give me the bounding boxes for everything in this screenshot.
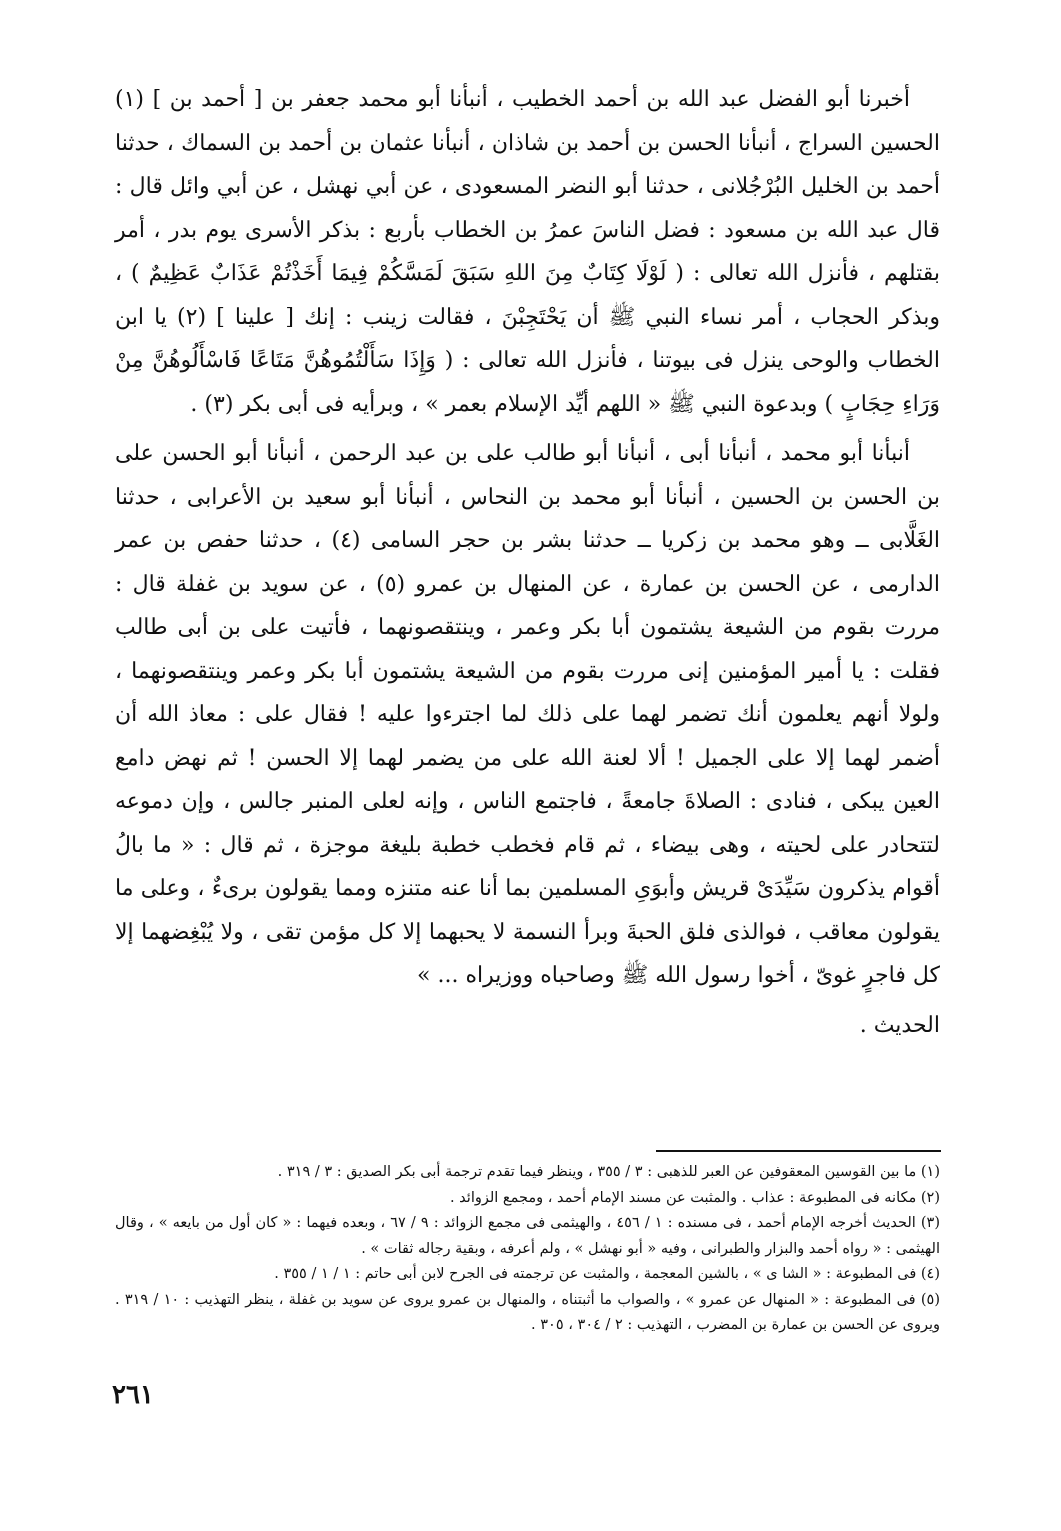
- footnote-separator: [656, 1150, 941, 1152]
- footnote-5: (٥) فى المطبوعة : « المنهال عن عمرو » ، والصواب ما أثبتناه ، والمنهال بن عمرو يروى عن سويد بن غفلة ، ينظر التهذيب : ١٠ / ٣١٩ . ويروى عن الحسن بن عمارة بن المضرب ، التهذيب : ٢ / ٣٠٤ ، ٣٠٥ .: [115, 1291, 940, 1333]
- page-number: ٢٦١: [112, 1380, 154, 1410]
- paragraph-1: أخبرنا أبو الفضل عبد الله بن أحمد الخطيب ، أنبأنا أبو محمد جعفر بن [ أحمد بن ] (١) الحسين السراج ، أنبأنا الحسن بن أحمد بن شاذان ، أنبأنا عثمان بن أحمد بن السماك ، حدثنا أحمد بن الخليل البُرْجُلانى ، حدثنا أبو النضر المسعودى ، عن أبي نهشل ، عن أبي وائل قال : قال عبد الله بن مسعود : فضل الناسَ عمرُ بن الخطاب بأربع : بذكر الأسرى يوم بدر ، أمر بقتلهم ، فأنزل الله تعالى : ( لَوْلَا كِتَابٌ مِنَ اللهِ سَبَقَ لَمَسَّكُمْ فِيمَا أَخَذْتُمْ عَذَابٌ عَظِيمٌ ) ، وبذكر الحجاب ، أمر نساء النبي ﷺ أن يَحْتَجِبْنَ ، فقالت زينب : إنك [ علينا ] (٢) يا ابن الخطاب والوحى ينزل فى بيوتنا ، فأنزل الله تعالى : ( وَإِذَا سَأَلْتُمُوهُنَّ مَتَاعًا فَاسْأَلُوهُنَّ مِنْ وَرَاءِ حِجَابٍ ) وبدعوة النبي ﷺ « اللهم أيِّد الإسلام بعمر » ، وبرأيه فى أبى بكر (٣) .: [115, 87, 940, 417]
- footnotes: [115, 1160, 940, 1339]
- paragraph-2: أنبأنا أبو محمد ، أنبأنا أبى ، أنبأنا أبو طالب على بن عبد الرحمن ، أنبأنا أبو الحسن على بن الحسن بن الحسين ، أنبأنا أبو محمد بن النحاس ، أنبأنا أبو سعيد بن الأعرابى ، حدثنا الغَلَّابى ــ وهو محمد بن زكريا ــ حدثنا بشر بن حجر السامى (٤) ، حدثنا حفص بن عمر الدارمى ، عن الحسن بن عمارة ، عن المنهال بن عمرو (٥) ، عن سويد بن غفلة قال : مررت بقوم من الشيعة يشتمون أبا بكر وعمر ، وينتقصونهما ، فأتيت على بن أبى طالب فقلت : يا أمير المؤمنين إنى مررت بقوم من الشيعة يشتمون أبا بكر وعمر وينتقصونهما ، ولولا أنهم يعلمون أنك تضمر لهما على ذلك لما اجترءوا عليه ! فقال على : معاذ الله أن أضمر لهما إلا على الجميل ! ألا لعنة الله على من يضمر لهما إلا الحسن ! ثم نهض دامع العين يبكى ، فنادى : الصلاةَ جامعةً ، فاجتمع الناس ، وإنه لعلى المنبر جالس ، وإن دموعه لتتحادر على لحيته ، وهى بيضاء ، ثم قام فخطب خطبة بليغة موجزة ، ثم قال : « ما بالُ أقوام يذكرون سَيِّدَىْ قريش وأبوَىِ المسلمين بما أنا عنه متنزه ومما يقولون برىءٌ ، وعلى ما يقولون معاقب ، فوالذى فلق الحبةَ وبرأ النسمة لا يحبهما إلا كل مؤمن تقى ، ولا يُبْغِضهما إلا كل فاجرٍ غوىّ ، أخوا رسول الله ﷺ وصاحباه ووزيراه ... »: [115, 441, 941, 988]
- footnote-3: (٣) الحديث أخرجه الإمام أحمد ، فى مسنده : ١ / ٤٥٦ ، والهيثمى فى مجمع الزوائد : ٩ / ٦٧ ، وبعده فيهما : « كان أول من بايعه » ، وقال الهيثمى : « رواه أحمد والبزار والطبرانى ، وفيه « أبو نهشل » ، ولم أعرفه ، وبقية رجاله ثقات » .: [115, 1215, 940, 1257]
- footnote-2: (٢) مكانه فى المطبوعة : عذاب . والمثبت عن مسند الإمام أحمد ، ومجمع الزوائد .: [449, 1189, 940, 1206]
- main-text: [115, 78, 940, 1053]
- footnote-4: (٤) فى المطبوعة : « الشا ى » ، بالشين المعجمة ، والمثبت عن ترجمته فى الجرح لابن أبى حاتم : ١ / ١ / ٣٥٥ .: [274, 1266, 940, 1282]
- footnote-1: (١) ما بين القوسين المعقوفين عن العبر للذهبى : ٣ / ٣٥٥ ، وينظر فيما تقدم ترجمة أبى بكر الصديق : ٣ / ٣١٩ .: [277, 1164, 940, 1180]
- paragraph-3: الحديث .: [859, 1012, 940, 1038]
